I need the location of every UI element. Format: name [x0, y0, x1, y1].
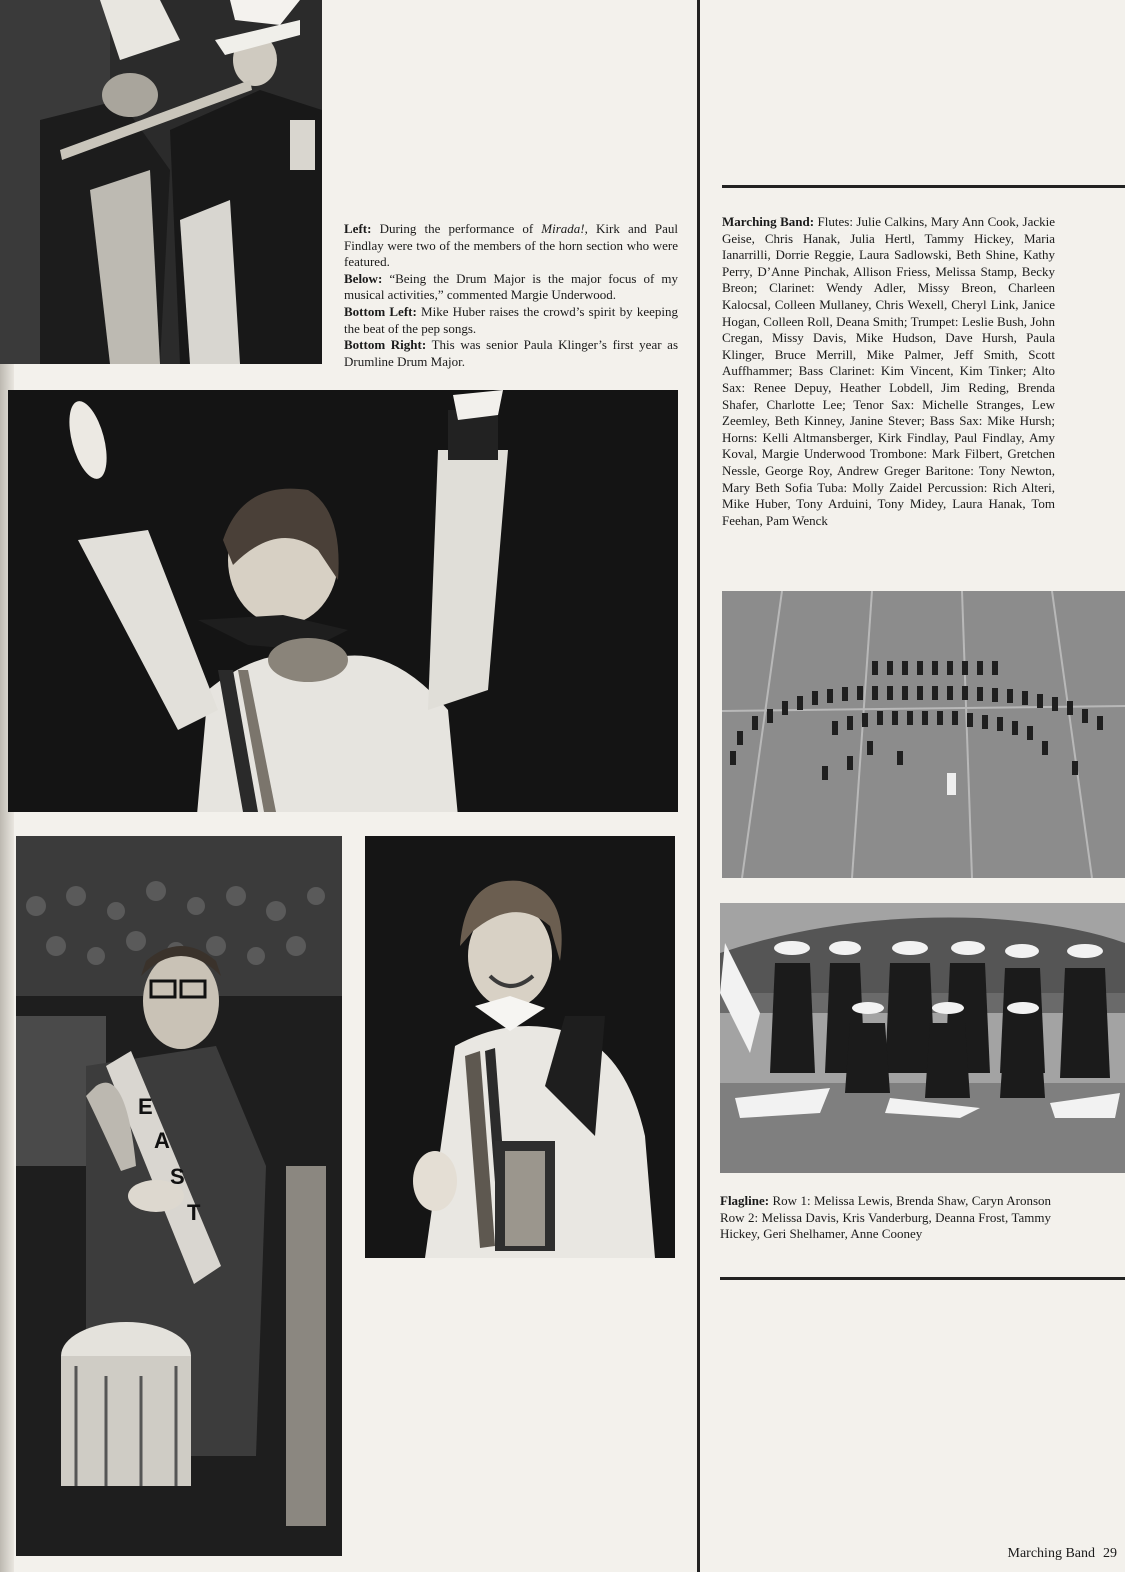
- sash-letter-s: S: [170, 1164, 185, 1189]
- photo-drum-major: [8, 390, 678, 812]
- caption-bottom-right: Bottom Right: This was senior Paula Klinger’s first year as Drumline Drum Major.: [344, 337, 679, 369]
- caption-bottom-left: Bottom Left: Mike Huber raises the crowd’s spirit by keeping the beat of the pep songs.: [344, 303, 678, 336]
- roster-top-rule: [722, 185, 1125, 188]
- flagline-caption: Flagline: Row 1: Melissa Lewis, Brenda Shaw, Caryn Aronson Row 2: Melissa Davis, Kris Vanderburg, Deanna Frost, Tammy Hickey, Geri Shelhamer, Anne Cooney: [720, 1193, 1051, 1242]
- sash-letter-t: T: [187, 1200, 201, 1225]
- photo-drummer: [16, 836, 342, 1556]
- flagline-bottom-rule: [720, 1277, 1125, 1280]
- caption-left: Left: During the performance of Mirada!, Kirk and Paul Findlay were two of the members of the horn section who were featured.: [344, 221, 678, 270]
- marching-band-roster: Marching Band: Flutes: Julie Calkins, Mary Ann Cook, Jackie Geise, Chris Hanak, Julia Hertl, Tammy Hickey, Maria Ianarrilli, Dorrie Reggie, Laura Sadlowski, Beth Shine, Kathy Perry, D’Anne Pinchak, Allison Friess, Melissa Stamp, Becky Breon; Clarinet: Wendy Adler, Missy Breon, Charleen Kalocsal, Colleen Mullaney, Chris Wexell, Cheryl Link, Janice Hogan, Colleen Roll, Deana Smith; Trumpet: Leslie Bush, John Cregan, Missy Davis, Mike Hudson, Dave Hursh, Paula Klinger, Bruce Merrill, Mike Palmer, Jeff Smith, Scott Auffhammer; Bass Clarinet: Kim Vincent, Kim Tinker; Alto Sax: Renee Depuy, Heather Lobdell, Jim Reding, Brenda Shafer, Charlotte Lee; Tenor Sax: Michelle Stranges, Lew Zeemley, Beth Kinney, Janine Stever; Bass Sax: Mike Hursh; Horns: Kelli Altmansberger, Kirk Findlay, Paul Findlay, Amy Koval, Margie Underwood Trombone: Mark Filbert, Gretchen Nessle, George Roy, Andrew Greger Baritone: Tony Newton, Mary Beth Sofia Tuba: Molly Zaidel Percussion: Rich Alteri, Mike Huber, Tony Arduini, Tony Midey, Laura Hanak, Tom Feehan, Pam Wenck: [722, 214, 1055, 528]
- folio-section: Marching Band: [1007, 1546, 1095, 1561]
- folio-page-number: 29: [1103, 1546, 1117, 1561]
- page-folio: [1000, 1546, 1117, 1562]
- photo-drumline-major: [365, 836, 675, 1258]
- photo-captions: [344, 221, 678, 370]
- photo-flagline: [720, 903, 1125, 1173]
- photo-field-formation: [722, 591, 1125, 878]
- caption-below: Below: “Being the Drum Major is the major focus of my musical activities,” commented Margie Underwood.: [344, 270, 678, 303]
- column-divider: [697, 0, 700, 1572]
- sash-letter-a: A: [154, 1128, 170, 1153]
- photo-horn-section: [0, 0, 322, 364]
- sash-letter-e: E: [138, 1094, 153, 1119]
